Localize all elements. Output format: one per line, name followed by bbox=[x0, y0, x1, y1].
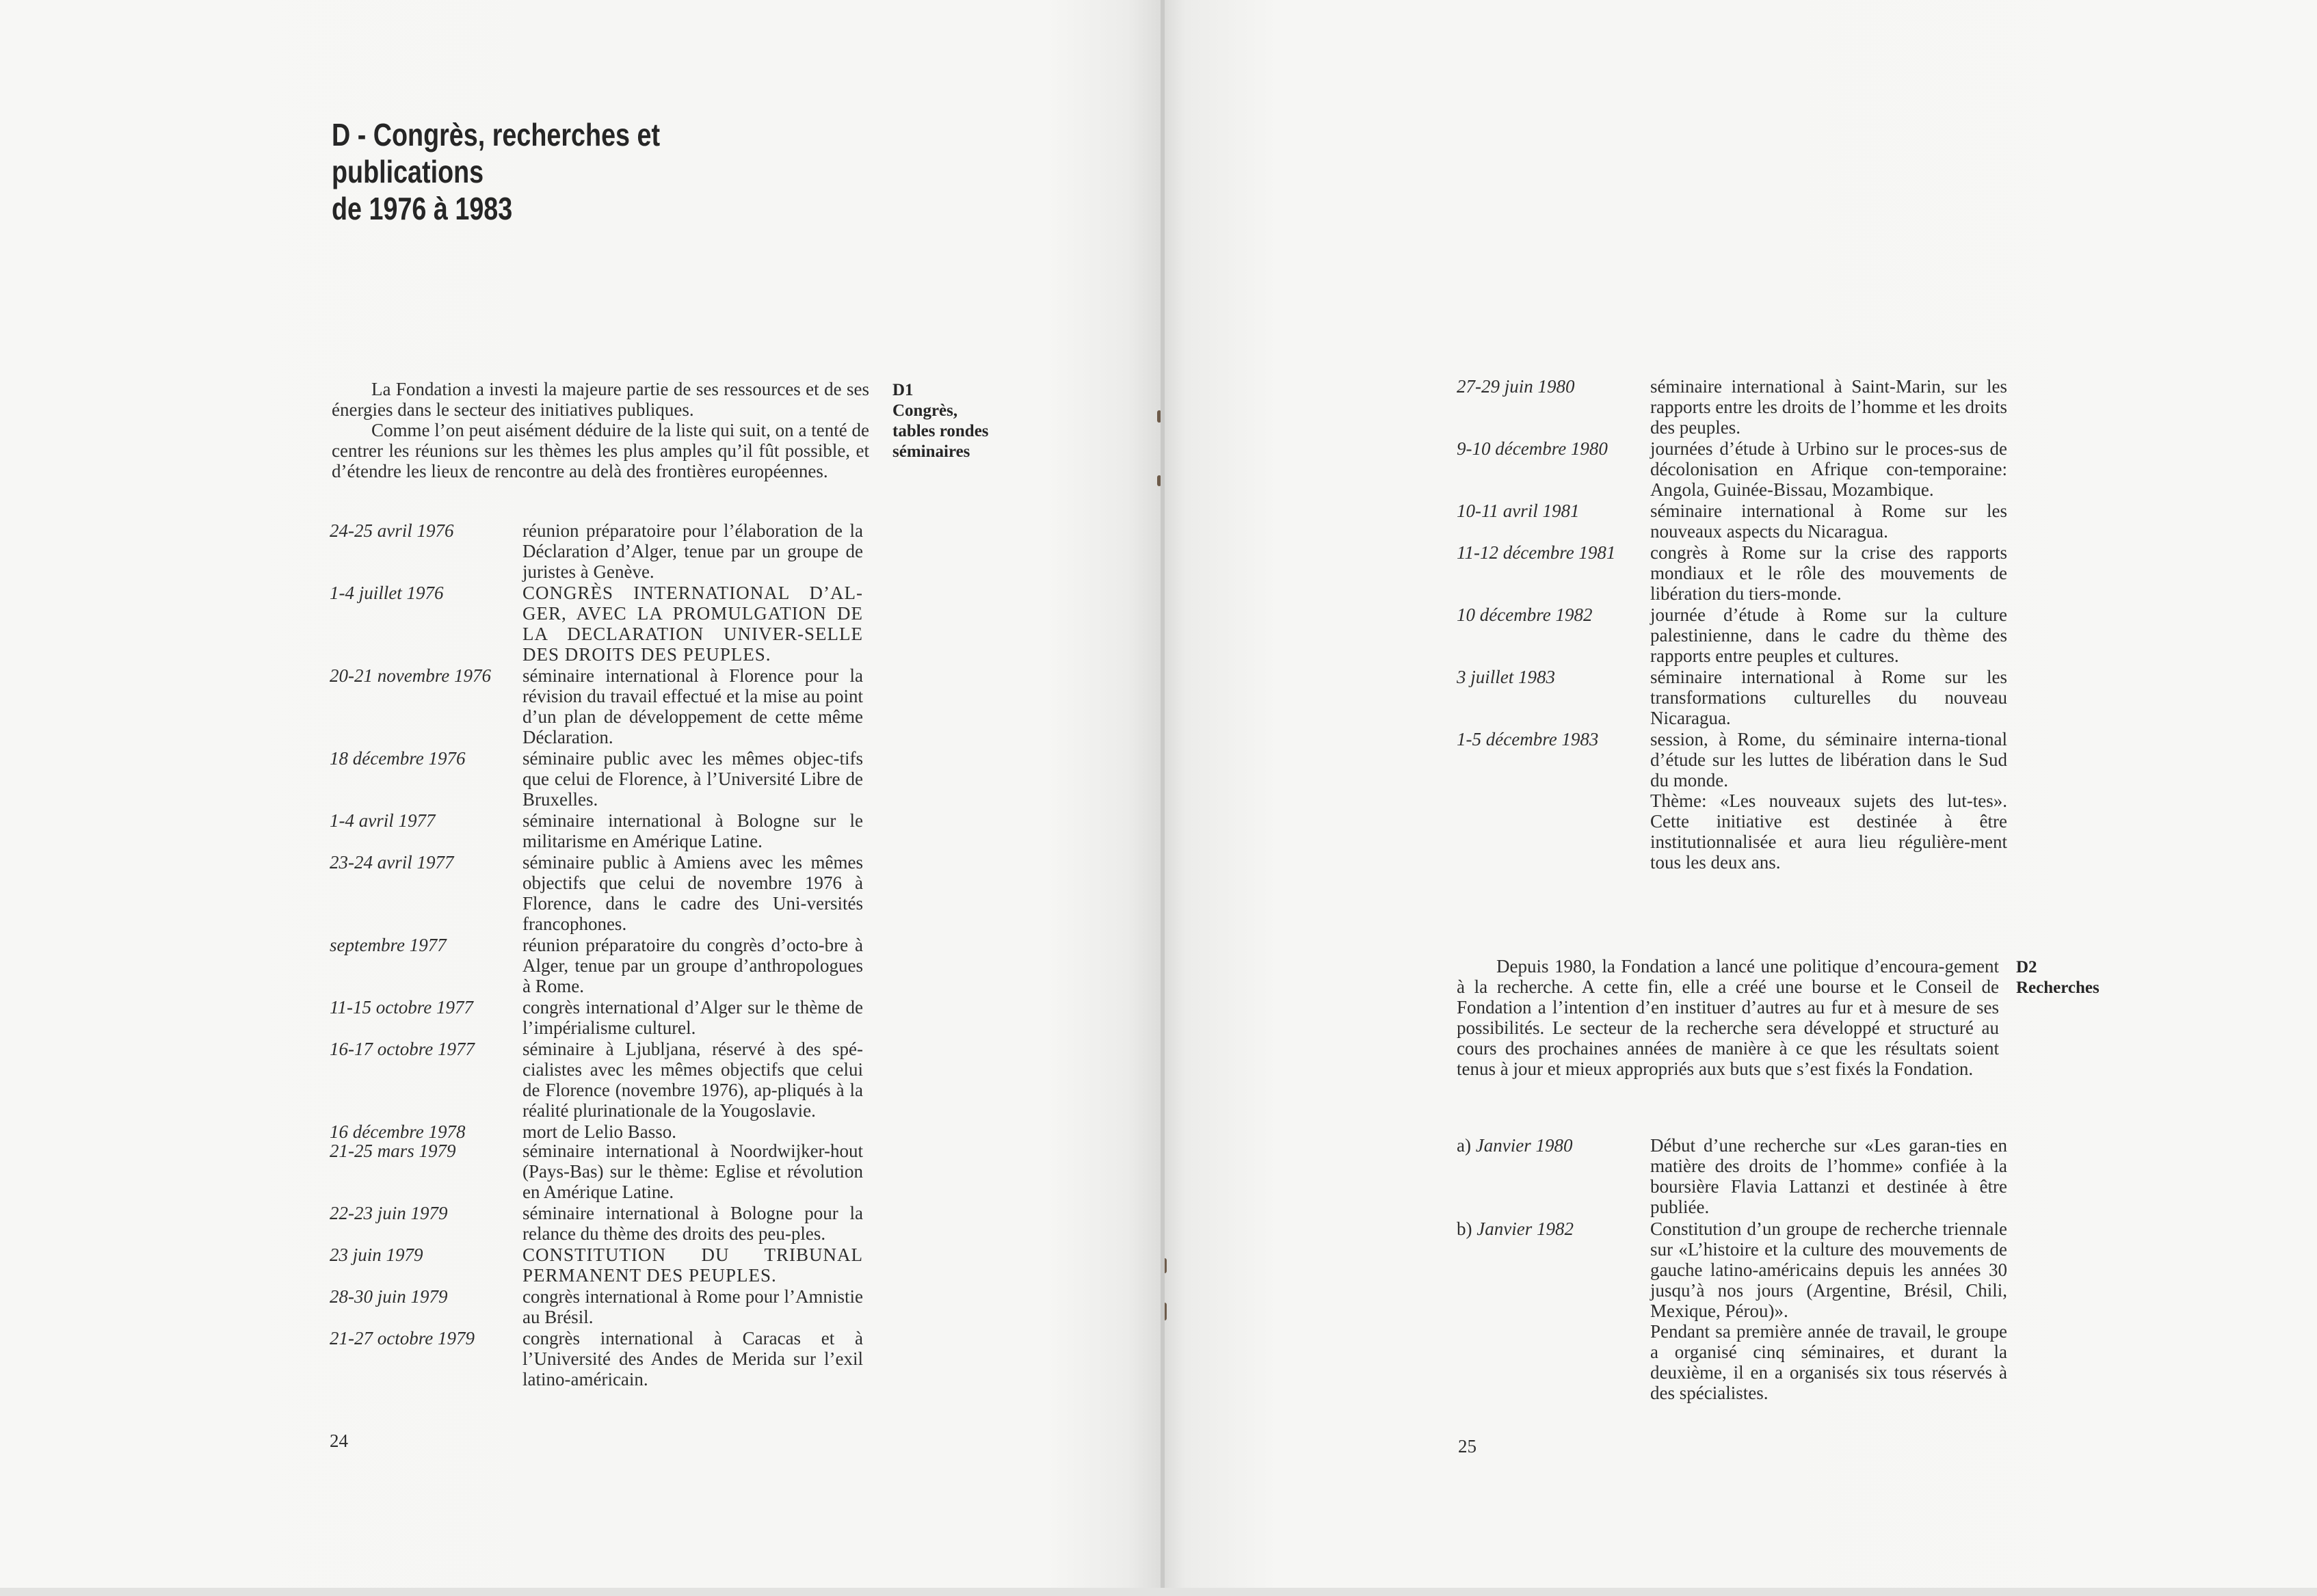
event-entry bbox=[1457, 729, 2007, 873]
event-date: 18 décembre 1976 bbox=[330, 748, 466, 769]
section-label-d1 bbox=[892, 380, 989, 462]
event-date: 24-25 avril 1976 bbox=[330, 520, 454, 541]
event-description: congrès international d’Alger sur le thème de l’impérialisme culturel. bbox=[522, 997, 863, 1038]
event-entry bbox=[330, 665, 863, 747]
section-label-line: séminaires bbox=[892, 442, 970, 461]
event-entry bbox=[1457, 501, 2007, 542]
research-date-text: Janvier 1982 bbox=[1477, 1219, 1574, 1239]
event-description: séminaire à Ljubljana, réservé à des spé-cialistes avec les mêmes objectifs que celui de Florence (novembre 1976), ap-pliqués à la réalité plurinationale de la Yougoslavie. bbox=[522, 1039, 863, 1121]
event-entry bbox=[330, 1141, 863, 1202]
event-entry bbox=[330, 1121, 863, 1142]
event-description: séminaire international à Bologne pour la relance du thème des droits des peu-ples. bbox=[522, 1203, 863, 1244]
event-date: 28-30 juin 1979 bbox=[330, 1286, 448, 1307]
intro-paragraph: Comme l’on peut aisément déduire de la liste qui suit, on a tenté de centrer les réunions sur les thèmes les plus amples qu’il fût possible, et d’étendre les lieux de rencontre au delà des frontières européennes. bbox=[332, 420, 869, 481]
event-description: séminaire public à Amiens avec les mêmes objectifs que celui de novembre 1976 à Florence, dans le cadre des Uni-versités francophones. bbox=[522, 852, 863, 934]
event-entry bbox=[330, 748, 863, 810]
research-paragraph: Depuis 1980, la Fondation a lancé une politique d’encoura-gement à la recherche. A cette fin, elle a créé une bourse et le Conseil de Fondation a l’intention d’en instituer d’autres au fur et à mesure de ses possibilités. Le secteur de la recherche sera développé et structuré au cours des prochaines années de manière à ce que les résultats soient tenus à jour et mieux appropriés aux buts que s’est fixés la Fondation. bbox=[1457, 956, 1999, 1079]
event-description: journée d’étude à Rome sur la culture palestinienne, dans le cadre du thème des rapports entre peuples et cultures. bbox=[1650, 604, 2007, 666]
event-entry bbox=[330, 583, 863, 665]
event-entry bbox=[330, 852, 863, 934]
event-entry bbox=[330, 1286, 863, 1327]
research-date bbox=[1457, 1135, 1650, 1156]
section-label-d2 bbox=[2016, 957, 2100, 998]
event-description bbox=[1650, 729, 2007, 873]
event-entry bbox=[1457, 376, 2007, 438]
research-description-part: Constitution d’un groupe de recherche triennale sur «L’histoire et la culture des mouvements de gauche latino-américains depuis les années 30 jusqu’à nos jours (Argentine, Brésil, Chili, Mexique, Pérou)». bbox=[1650, 1219, 2007, 1321]
event-entry bbox=[330, 1039, 863, 1121]
title-line-2: de 1976 à 1983 bbox=[332, 191, 513, 226]
page-number: 25 bbox=[1458, 1436, 1477, 1457]
event-date: 21-27 octobre 1979 bbox=[330, 1328, 475, 1348]
page-number: 24 bbox=[330, 1431, 348, 1451]
event-description: réunion préparatoire du congrès d’octo-bre à Alger, tenue par un groupe d’anthropologues à Rome. bbox=[522, 935, 863, 996]
event-date: 9-10 décembre 1980 bbox=[1457, 438, 1608, 459]
event-date: 16 décembre 1978 bbox=[330, 1121, 466, 1142]
event-description: séminaire international à Rome sur les transformations culturelles du nouveau Nicaragua. bbox=[1650, 667, 2007, 728]
research-description: Début d’une recherche sur «Les garan-ties en matière des droits de l’homme» confiée à la boursière Flavia Lattanzi et destinée à être publiée. bbox=[1650, 1135, 2007, 1217]
research-description-part: Pendant sa première année de travail, le groupe a organisé cinq séminaires, et durant la deuxième, il en a organisés six tous réservés à des spécialistes. bbox=[1650, 1321, 2007, 1403]
event-description: congrès international à Caracas et à l’Université des Andes de Merida sur l’exil latino-américain. bbox=[522, 1328, 863, 1389]
event-description: mort de Lelio Basso. bbox=[522, 1121, 676, 1142]
research-marker: a) bbox=[1457, 1135, 1476, 1156]
event-description: journées d’étude à Urbino sur le proces-sus de décolonisation en Afrique con-temporaine: Angola, Guinée-Bissau, Mozambique. bbox=[1650, 438, 2007, 500]
research-intro bbox=[1457, 956, 1999, 1079]
event-date: 27-29 juin 1980 bbox=[1457, 376, 1575, 397]
event-date: 23-24 avril 1977 bbox=[330, 852, 454, 873]
event-date: 1-4 avril 1977 bbox=[330, 810, 436, 831]
book-spine bbox=[1161, 0, 1165, 1596]
event-date: 1-5 décembre 1983 bbox=[1457, 729, 1599, 749]
event-date: 10 décembre 1982 bbox=[1457, 604, 1593, 625]
events-list-continued bbox=[1457, 376, 2007, 873]
event-entry bbox=[330, 1203, 863, 1244]
event-entry bbox=[330, 997, 863, 1038]
event-entry bbox=[330, 935, 863, 996]
event-date: 20-21 novembre 1976 bbox=[330, 665, 491, 686]
event-entry bbox=[330, 520, 863, 582]
research-item bbox=[1457, 1219, 2007, 1403]
event-description-part: session, à Rome, du séminaire interna-tional d’étude sur les luttes de libération dans le Sud du monde. bbox=[1650, 729, 2007, 790]
page-bottom-edge bbox=[0, 1588, 2317, 1596]
event-entry bbox=[330, 1328, 863, 1389]
research-description bbox=[1650, 1219, 2007, 1403]
event-date: 1-4 juillet 1976 bbox=[330, 583, 444, 603]
event-date: 22-23 juin 1979 bbox=[330, 1203, 448, 1223]
event-date: septembre 1977 bbox=[330, 935, 447, 955]
research-marker: b) bbox=[1457, 1219, 1477, 1239]
event-description: réunion préparatoire pour l’élaboration de la Déclaration d’Alger, tenue par un groupe de juristes à Genève. bbox=[522, 520, 863, 582]
right-page bbox=[1163, 0, 2317, 1596]
research-date bbox=[1457, 1219, 1650, 1239]
intro-text bbox=[332, 379, 869, 481]
section-label-line: Congrès, bbox=[892, 401, 958, 420]
event-description: CONGRÈS INTERNATIONAL D’AL-GER, AVEC LA PROMULGATION DE LA DECLARATION UNIVER-SELLE DES DROITS DES PEUPLES. bbox=[522, 583, 863, 665]
section-label-line: Recherches bbox=[2016, 979, 2100, 997]
event-entry bbox=[1457, 667, 2007, 728]
event-description: séminaire international à Rome sur les nouveaux aspects du Nicaragua. bbox=[1650, 501, 2007, 542]
event-description: séminaire international à Florence pour la révision du travail effectué et la mise au point d’un plan de développement de cette même Déclaration. bbox=[522, 665, 863, 747]
event-description: CONSTITUTION DU TRIBUNAL PERMANENT DES PEUPLES. bbox=[522, 1245, 863, 1286]
section-label-line: tables rondes bbox=[892, 422, 989, 440]
event-date: 3 juillet 1983 bbox=[1457, 667, 1555, 687]
event-date: 16-17 octobre 1977 bbox=[330, 1039, 475, 1059]
research-list bbox=[1457, 1135, 2007, 1403]
event-date: 11-15 octobre 1977 bbox=[330, 997, 473, 1018]
event-description: congrès à Rome sur la crise des rapports mondiaux et le rôle des mouvements de libération du tiers-monde. bbox=[1650, 542, 2007, 604]
section-label-code: D1 bbox=[892, 381, 914, 399]
event-entry bbox=[330, 810, 863, 851]
event-description: séminaire international à Noordwijker-hout (Pays-Bas) sur le thème: Eglise et révolution en Amérique Latine. bbox=[522, 1141, 863, 1202]
research-date-text: Janvier 1980 bbox=[1475, 1135, 1573, 1156]
research-item bbox=[1457, 1135, 2007, 1217]
event-description: séminaire international à Saint-Marin, sur les rapports entre les droits de l’homme et les droits des peuples. bbox=[1650, 376, 2007, 438]
event-entry bbox=[330, 1245, 863, 1286]
title-line-1: D - Congrès, recherches et publications bbox=[332, 117, 661, 189]
event-description: congrès international à Rome pour l’Amnistie au Brésil. bbox=[522, 1286, 863, 1327]
events-list bbox=[330, 520, 863, 1389]
event-date: 10-11 avril 1981 bbox=[1457, 501, 1580, 521]
event-entry bbox=[1457, 542, 2007, 604]
event-description-part: Thème: «Les nouveaux sujets des lut-tes». Cette initiative est destinée à être institutionnalisée et aura lieu régulière-ment tous les deux ans. bbox=[1650, 790, 2007, 873]
event-date: 11-12 décembre 1981 bbox=[1457, 542, 1616, 563]
event-description: séminaire public avec les mêmes objec-tifs que celui de Florence, à l’Université Libre de Bruxelles. bbox=[522, 748, 863, 810]
event-entry bbox=[1457, 438, 2007, 500]
page-title bbox=[332, 116, 791, 227]
event-date: 23 juin 1979 bbox=[330, 1245, 423, 1265]
event-date: 21-25 mars 1979 bbox=[330, 1141, 456, 1161]
event-entry bbox=[1457, 604, 2007, 666]
intro-paragraph: La Fondation a investi la majeure partie de ses ressources et de ses énergies dans le secteur des initiatives publiques. bbox=[332, 379, 869, 420]
event-description: séminaire international à Bologne sur le militarisme en Amérique Latine. bbox=[522, 810, 863, 851]
section-label-code: D2 bbox=[2016, 958, 2037, 976]
